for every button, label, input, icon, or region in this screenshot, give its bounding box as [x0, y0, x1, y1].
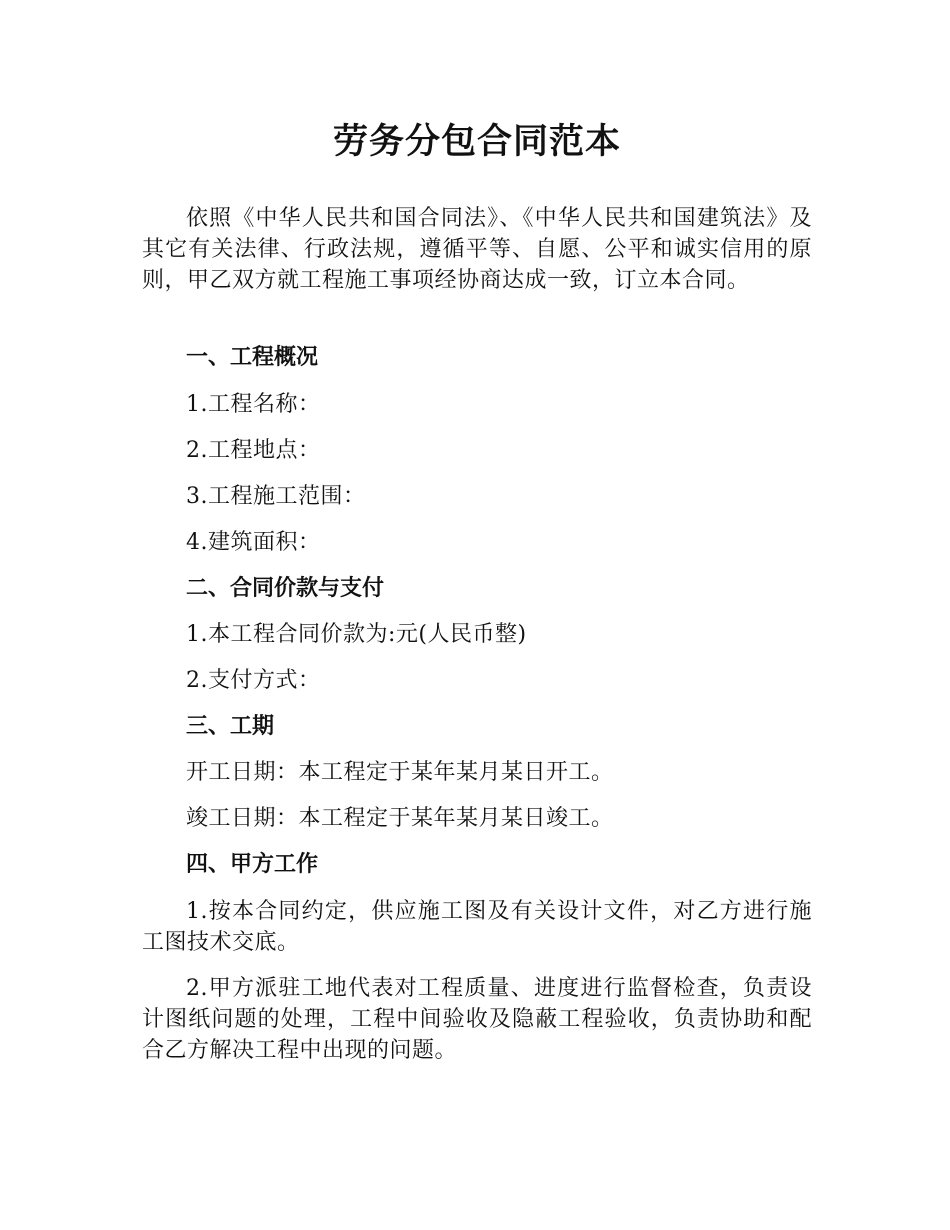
item-party-a-duty-2: 2.甲方派驻工地代表对工程质量、进度进行监督检查，负责设计图纸问题的处理，工程中间验收及隐蔽工程验收，负责协助和配合乙方解决工程中出现的问题。: [142, 976, 812, 1063]
document-title: 劳务分包合同范本: [332, 122, 621, 162]
item-project-location: 2.工程地点：: [186, 438, 321, 463]
section-heading-party-a-work: 四、甲方工作: [186, 852, 319, 877]
item-party-a-duty-1: 1.按本合同约定，供应施工图及有关设计文件，对乙方进行施工图技术交底。: [142, 899, 812, 955]
item-project-name: 1.工程名称：: [186, 392, 321, 417]
section-heading-overview: 一、工程概况: [186, 345, 319, 370]
item-contract-price: 1.本工程合同价款为:元(人民币整): [186, 622, 527, 647]
item-completion-date: 竣工日期：本工程定于某年某月某日竣工。: [186, 806, 614, 831]
item-payment-method: 2.支付方式：: [186, 668, 321, 693]
item-building-area: 4.建筑面积：: [186, 530, 321, 555]
item-start-date: 开工日期：本工程定于某年某月某日开工。: [186, 760, 614, 785]
section-heading-schedule: 三、工期: [186, 714, 275, 739]
item-construction-scope: 3.工程施工范围：: [186, 484, 366, 509]
intro-paragraph: 依照《中华人民共和国合同法》、《中华人民共和国建筑法》及其它有关法律、行政法规，遵循平等、自愿、公平和诚实信用的原则，甲乙双方就工程施工事项经协商达成一致，订立本合同。: [142, 206, 812, 293]
section-heading-price-payment: 二、合同价款与支付: [186, 576, 385, 601]
